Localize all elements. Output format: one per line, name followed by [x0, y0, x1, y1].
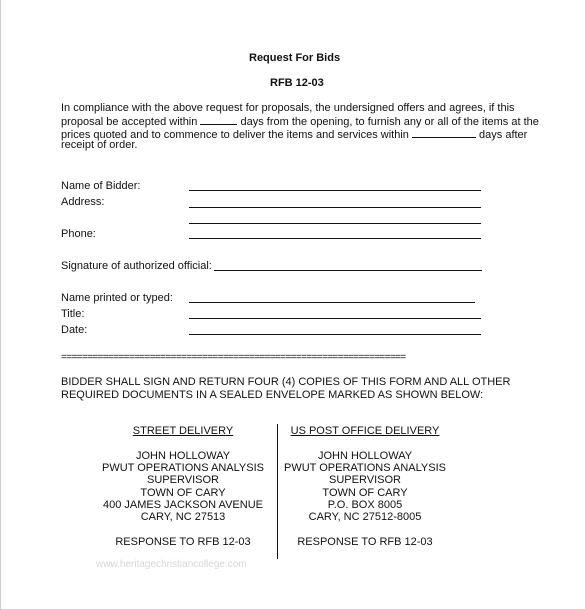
street-delivery-heading: STREET DELIVERY: [132, 425, 234, 437]
street-address-block: [83, 450, 283, 523]
name-of-bidder-label: Name of Bidder:: [61, 180, 141, 192]
post-address-line: P.O. BOX 8005: [327, 498, 403, 511]
address-label: Address:: [61, 196, 105, 208]
phone-line[interactable]: [189, 238, 481, 239]
street-address-line: 400 JAMES JACKSON AVENUE: [103, 498, 263, 511]
street-address-line: TOWN OF CARY: [140, 486, 226, 499]
separator-line: ==================================================================: [61, 352, 406, 363]
street-response-label: RESPONSE TO RFB 12-03: [115, 536, 251, 548]
signature-label: Signature of authorized official:: [61, 260, 212, 272]
post-response-label: RESPONSE TO RFB 12-03: [297, 536, 433, 548]
phone-label: Phone:: [61, 228, 96, 240]
street-address-line: SUPERVISOR: [147, 474, 219, 487]
post-address-line: PWUT OPERATIONS ANALYSIS: [284, 462, 446, 475]
date-label: Date:: [61, 324, 88, 336]
name-printed-label: Name printed or typed:: [61, 292, 173, 304]
post-address-line: SUPERVISOR: [329, 474, 401, 487]
instruction-line-1: BIDDER SHALL SIGN AND RETURN FOUR (4) COPIES OF THIS FORM AND ALL OTHER: [61, 376, 511, 388]
name-of-bidder-line[interactable]: [189, 190, 481, 191]
street-address-line: CARY, NC 27513: [140, 511, 226, 524]
post-address-line: CARY, NC 27512-8005: [308, 511, 422, 524]
title-label: Title:: [61, 308, 85, 320]
date-line[interactable]: [189, 334, 481, 335]
document-title: Request For Bids: [249, 52, 341, 64]
paragraph-line-2-start: proposal be accepted within: [61, 116, 198, 128]
address-line-1[interactable]: [189, 207, 481, 208]
paragraph-line-3-end: days after: [479, 129, 528, 141]
street-address-line: PWUT OPERATIONS ANALYSIS: [102, 462, 264, 475]
paragraph-line-4: receipt of order.: [61, 139, 138, 151]
name-printed-line[interactable]: [189, 302, 475, 303]
days-accepted-blank[interactable]: [200, 114, 237, 125]
paragraph-line-1: In compliance with the above request for proposals, the undersigned offers and agrees, if this: [61, 102, 515, 114]
post-address-block: [265, 450, 465, 523]
paragraph-line-2-end: days from the opening, to furnish any or all of the items at the: [240, 116, 539, 128]
street-address-line: JOHN HOLLOWAY: [135, 450, 231, 462]
post-address-line: JOHN HOLLOWAY: [317, 450, 413, 462]
signature-line[interactable]: [214, 270, 482, 271]
watermark-text: www.heritagechristiancollege.com: [96, 559, 247, 570]
address-line-2[interactable]: [189, 223, 481, 224]
post-delivery-heading: US POST OFFICE DELIVERY: [290, 425, 440, 437]
rfb-number: RFB 12-03: [270, 77, 324, 89]
instruction-line-2: REQUIRED DOCUMENTS IN A SEALED ENVELOPE MARKED AS SHOWN BELOW:: [61, 389, 484, 401]
paragraph-line-3-start: prices quoted and to commence to deliver the items and services within: [61, 129, 409, 141]
post-address-line: TOWN OF CARY: [322, 486, 408, 499]
days-delivery-blank[interactable]: [412, 127, 476, 138]
title-line[interactable]: [189, 318, 481, 319]
